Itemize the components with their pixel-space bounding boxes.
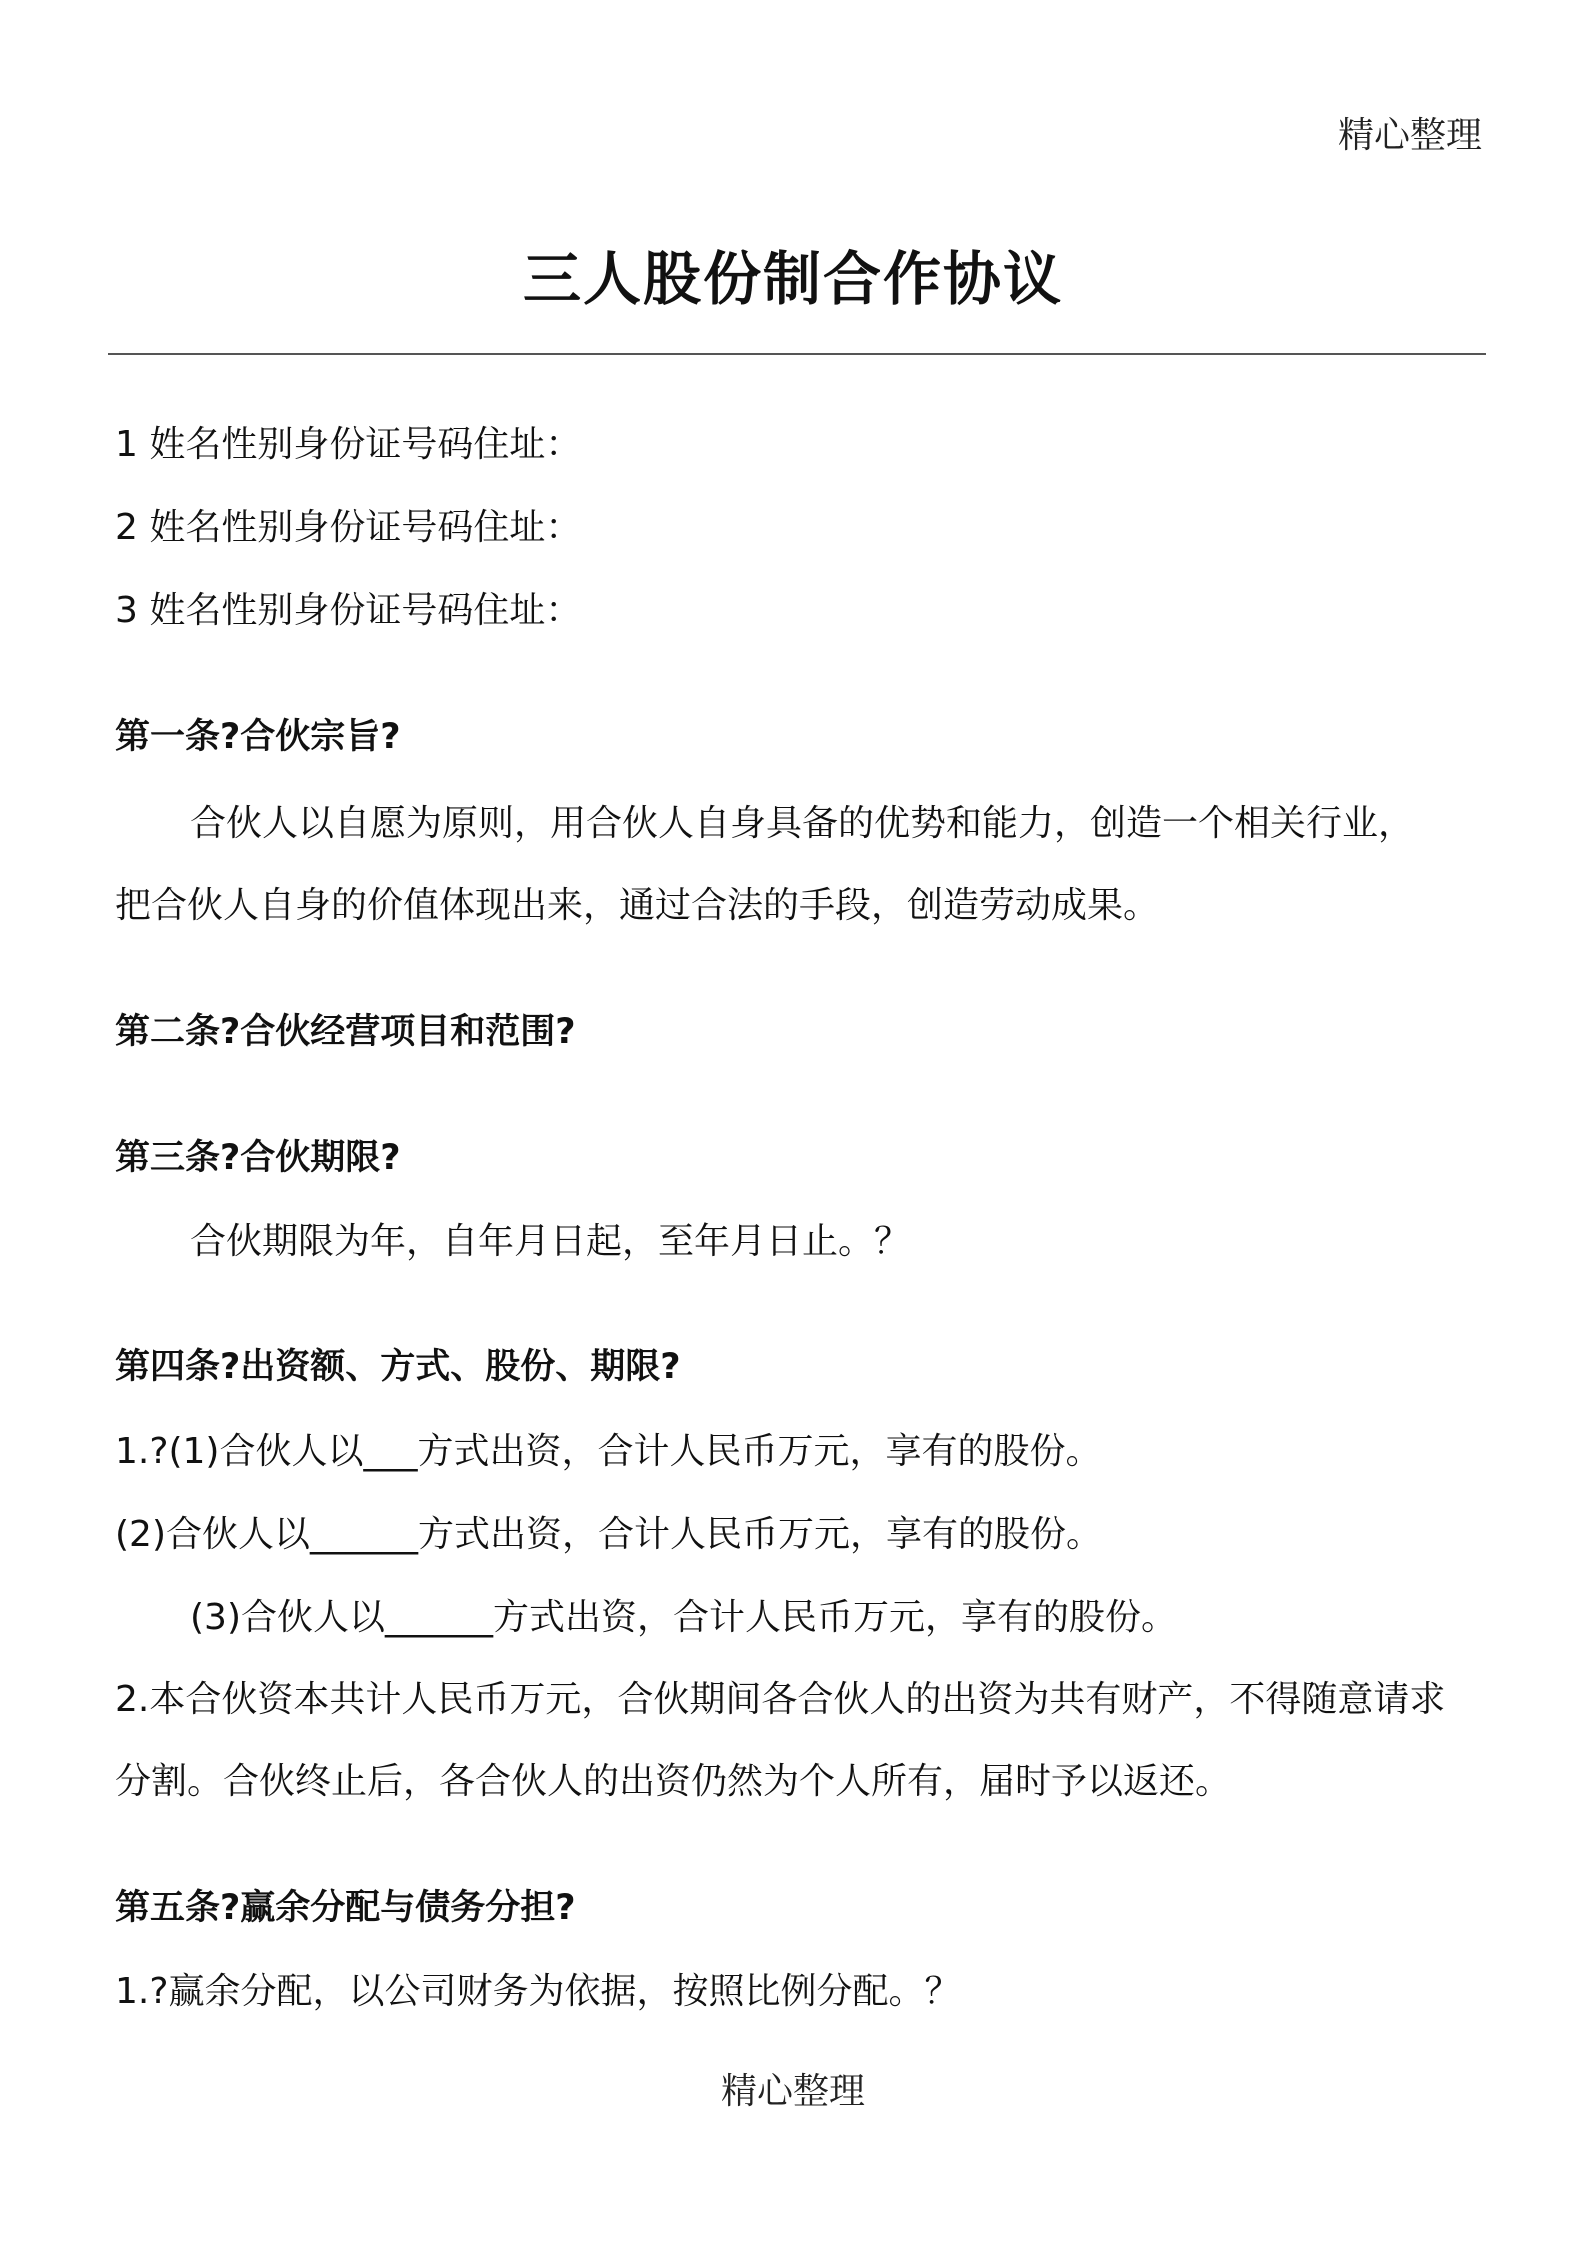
footer-note: 精心整理 bbox=[720, 2071, 865, 2112]
article-4-item-1: 1.?(1)合伙人以___方式出资，合计人民币万元，享有的股份。 bbox=[115, 1431, 1102, 1472]
article-4-item-3: (3)合伙人以______方式出资，合计人民币万元，享有的股份。 bbox=[190, 1597, 1177, 1638]
article-3-heading: 第三条?合伙期限? bbox=[115, 1138, 401, 1178]
article-1-heading: 第一条?合伙宗旨? bbox=[115, 717, 401, 757]
title-divider bbox=[108, 353, 1486, 355]
article-4-heading: 第四条?出资额、方式、股份、期限? bbox=[115, 1347, 681, 1387]
header-note: 精心整理 bbox=[1337, 115, 1482, 156]
article-1-text-line-1: 合伙人以自愿为原则，用合伙人自身具备的优势和能力，创造一个相关行业， bbox=[190, 803, 1415, 844]
article-2-heading: 第二条?合伙经营项目和范围? bbox=[115, 1012, 576, 1052]
party-3: 3 姓名性别身份证号码住址： bbox=[115, 590, 582, 631]
article-1-text-line-2: 把合伙人自身的价值体现出来，通过合法的手段，创造劳动成果。 bbox=[115, 885, 1160, 926]
document-title: 三人股份制合作协议 bbox=[522, 245, 1063, 313]
article-4-para-2-line-1: 2.本合伙资本共计人民币万元，合伙期间各合伙人的出资为共有财产，不得随意请求 bbox=[115, 1679, 1446, 1720]
article-5-item-1: 1.?赢余分配，以公司财务为依据，按照比例分配。？ bbox=[115, 1971, 961, 2012]
article-5-heading: 第五条?赢余分配与债务分担? bbox=[115, 1888, 576, 1928]
party-1: 1 姓名性别身份证号码住址： bbox=[115, 424, 582, 465]
article-4-item-2: (2)合伙人以______方式出资，合计人民币万元，享有的股份。 bbox=[115, 1514, 1102, 1555]
article-3-text: 合伙期限为年，自年月日起，至年月日止。？ bbox=[190, 1221, 911, 1262]
party-2: 2 姓名性别身份证号码住址： bbox=[115, 507, 582, 548]
article-4-para-2-line-2: 分割。合伙终止后，各合伙人的出资仍然为个人所有，届时予以返还。 bbox=[115, 1761, 1232, 1802]
